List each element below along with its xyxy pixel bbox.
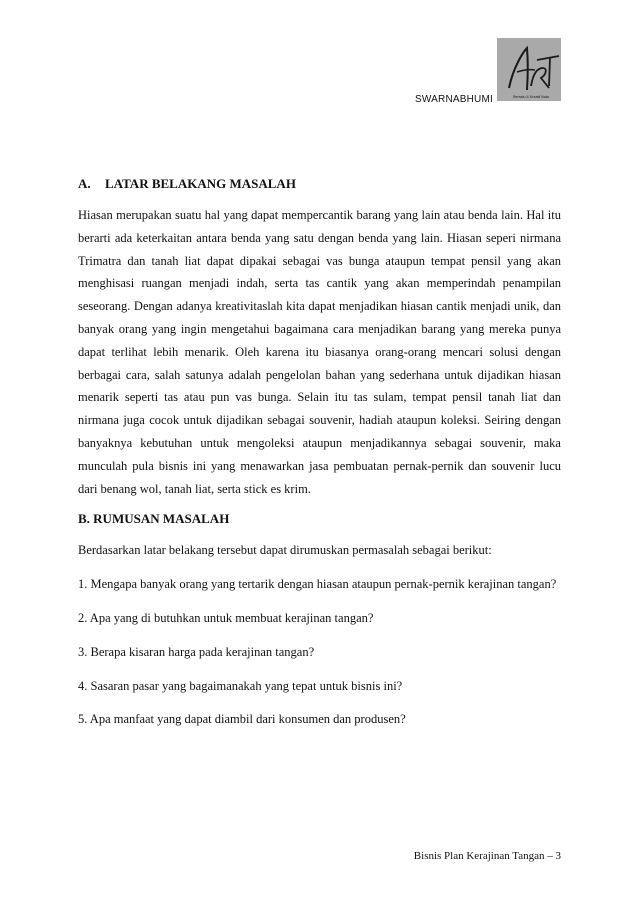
section-b-intro: Berdasarkan latar belakang tersebut dapat dirumuskan permasalah sebagai berikut:: [78, 543, 492, 558]
header-company-name: SWARNABHUMI: [415, 94, 493, 105]
question-item: 5. Apa manfaat yang dapat diambil dari konsumen dan produsen?: [78, 712, 406, 727]
document-body: [78, 174, 561, 731]
question-item: 4. Sasaran pasar yang bagaimanakah yang tepat untuk bisnis ini?: [78, 678, 403, 693]
art-logo: [497, 38, 561, 101]
section-a-number: A.: [78, 176, 91, 191]
question-item: 2. Apa yang di butuhkan untuk membuat kerajinan tangan?: [78, 610, 374, 625]
section-b-heading: B. RUMUSAN MASALAH: [78, 511, 230, 527]
question-item: 1. Mengapa banyak orang yang tertarik dengan hiasan ataupun pernak-pernik kerajinan tangan?: [78, 577, 557, 592]
question-item: 3. Berapa kisaran harga pada kerajinan tangan?: [78, 644, 315, 659]
logo-tagline: Bersatu & Kreatif Nata: [513, 95, 549, 99]
page-footer: Bisnis Plan Kerajinan Tangan – 3: [413, 850, 561, 862]
section-a-title: LATAR BELAKANG MASALAH: [105, 176, 296, 191]
section-a-paragraph: Hiasan merupakan suatu hal yang dapat mempercantik barang yang lain atau benda lain. Hal itu berarti ada keterkaitan antara benda yang satu dengan benda yang lain. Hiasan seperi nirmana Trimatra dan tanah liat dapat dipakai sebagai vas bunga ataupun tempat pensil yang akan menghisasi ruangan menjadi indah, serta tas cantik yang akan memperindah penampilan seseorang. Dengan adanya kreativitaslah kita dapat menjadikan hiasan cantik menjadi unik, dan banyak orang yang ingin mengetahui bagaimana cara menjadikan barang yang mereka punya dapat terlihat lebih menarik. Oleh karena itu biasanya orang-orang mencari solusi dengan berbagai cara, salah satunya adalah pengelolan bahan yang sederhana untuk dijadikan hiasan menarik seperti tas atau pun vas bunga. Selain itu tas sulam, tempat pensil tanah liat dan nirmana juga cocok untuk dijadikan sebagai souvenir, hadiah ataupun koleksi. Seiring dengan banyaknya kebutuhan untuk mengoleksi ataupun menjadikannya sebagai souvenir, maka munculah pula bisnis ini yang menawarkan jasa pembuatan pernak-pernik dan souvenir lucu dari benang wol, tanah liat, serta stick es krim.: [78, 208, 561, 496]
section-a-heading: [78, 174, 561, 194]
